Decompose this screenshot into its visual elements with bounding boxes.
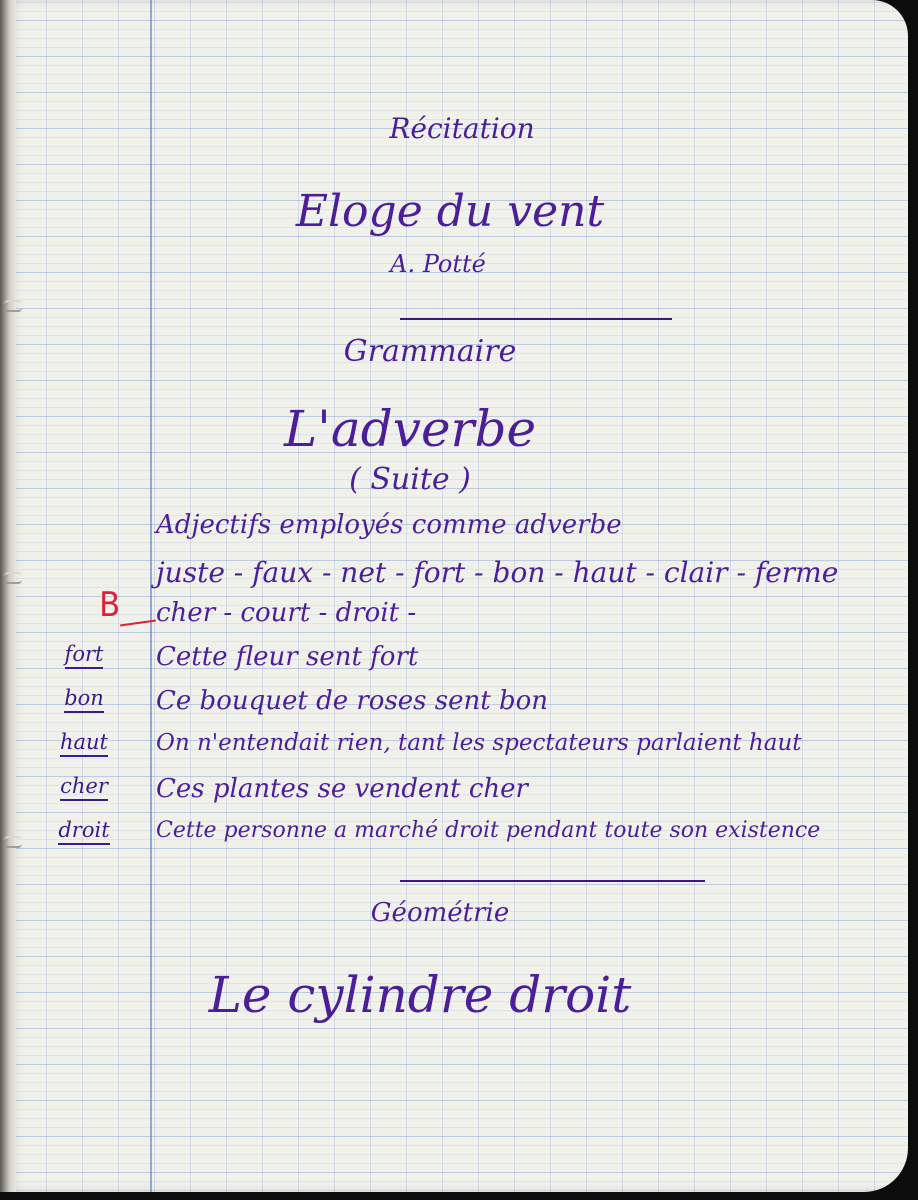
grammar-title: L'adverbe bbox=[283, 400, 537, 458]
grammar-line: On n'entendait rien, tant les spectateurs parlaient haut bbox=[156, 730, 802, 756]
grammar-line: juste - faux - net - fort - bon - haut - clair - ferme bbox=[156, 556, 839, 589]
section-divider bbox=[400, 318, 672, 320]
binding-stitch bbox=[4, 300, 22, 312]
grammar-line: Adjectifs employés comme adverbe bbox=[156, 510, 622, 540]
grammar-line: Cette fleur sent fort bbox=[156, 642, 419, 672]
recitation-title: Eloge du vent bbox=[295, 186, 605, 237]
margin-word: haut bbox=[34, 730, 134, 754]
grammar-line: Ces plantes se vendent cher bbox=[156, 774, 528, 804]
margin-word: bon bbox=[34, 686, 134, 710]
binding-stitch bbox=[4, 572, 22, 584]
recitation-author: A. Potté bbox=[390, 250, 486, 278]
margin-word: droit bbox=[34, 818, 134, 842]
recitation-heading: Récitation bbox=[389, 112, 535, 145]
section-divider bbox=[400, 880, 705, 882]
grammar-heading: Grammaire bbox=[343, 334, 517, 369]
teacher-grade: B bbox=[99, 585, 121, 625]
grammar-line: Ce bouquet de roses sent bon bbox=[156, 686, 549, 716]
margin-word: fort bbox=[34, 642, 134, 666]
grammar-line: Cette personne a marché droit pendant toute son existence bbox=[156, 818, 821, 843]
binding-stitch bbox=[4, 836, 22, 848]
geometry-heading: Géométrie bbox=[370, 898, 510, 928]
notebook-spine bbox=[0, 0, 16, 1192]
grammar-line: cher - court - droit - bbox=[156, 598, 417, 628]
geometry-title: Le cylindre droit bbox=[208, 966, 632, 1024]
grammar-subtitle: ( Suite ) bbox=[349, 462, 471, 497]
margin-word: cher bbox=[34, 774, 134, 798]
